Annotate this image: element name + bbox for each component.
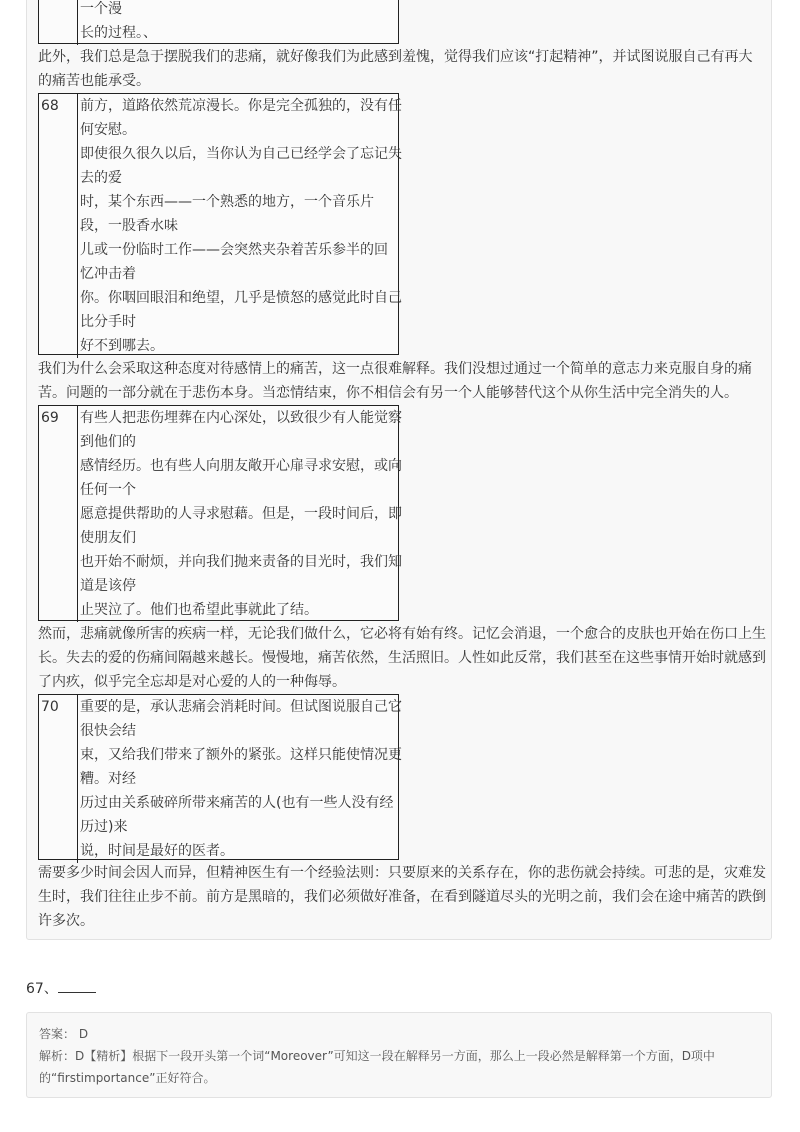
answer-line: 答案： D bbox=[39, 1027, 89, 1041]
paragraph-number-68: 68 bbox=[41, 98, 59, 114]
paragraph-1: 此外，我们总是急于摆脱我们的悲痛，就好像我们为此感到羞愧，觉得我们应该“打起精神”，并试图说服自己有再大的痛苦也能承受。 bbox=[38, 49, 753, 89]
paragraph-number-70: 70 bbox=[41, 699, 59, 715]
text-box-line: 重要的是，承认悲痛会消耗时间。但试图说服自己它 bbox=[80, 699, 402, 715]
text-box-68 bbox=[38, 93, 402, 355]
text-box-line: 即使很久很久以后，当你认为自己已经学会了忘记失 bbox=[80, 146, 402, 162]
text-box-line: 你。你咽回眼泪和绝望，几乎是愤怒的感觉此时自己 bbox=[80, 290, 402, 306]
text-box-line: 任何一个 bbox=[80, 482, 136, 498]
text-box-line: 忆冲击着 bbox=[80, 266, 136, 282]
text-box-line: 儿或一份临时工作——会突然夹杂着苦乐参半的回 bbox=[80, 242, 388, 258]
text-box-line: 道是该停 bbox=[80, 578, 136, 594]
text-box-lines bbox=[77, 695, 402, 863]
text-box-line: 束，又给我们带来了额外的紧张。这样只能使情况更 bbox=[80, 747, 402, 763]
text-box-lines bbox=[77, 94, 402, 358]
text-box-line: 何安慰。 bbox=[80, 122, 136, 138]
paragraph-3: 然而，悲痛就像所害的疾病一样，无论我们做什么，它必将有始有终。记忆会消退，一个愈合的皮肤也开始在伤口上生长。失去的爱的伤痛间隔越来越长。慢慢地，痛苦依然，生活照旧。人性如此反常，我们甚至在这些事情开始时就感到了内疚，似乎完全忘却是对心爱的人的一种侮辱。 bbox=[38, 626, 766, 690]
text-box-line: 去的爱 bbox=[80, 170, 122, 186]
question-67 bbox=[26, 978, 96, 998]
text-box-69 bbox=[38, 405, 402, 621]
paragraph-4: 需要多少时间会因人而异，但精神医生有一个经验法则：只要原来的关系存在，你的悲伤就会持续。可悲的是，灾难发生时，我们往往止步不前。前方是黑暗的，我们必须做好准备，在看到隧道尽头的光明之前，我们会在途中痛苦的跌倒许多次。 bbox=[38, 865, 766, 929]
text-box-line: 前方，道路依然荒凉漫长。你是完全孤独的，没有任 bbox=[80, 98, 402, 114]
question-number: 67、 bbox=[26, 981, 58, 997]
text-box-lines bbox=[77, 0, 398, 45]
text-box-line: 历过)来 bbox=[80, 819, 128, 835]
text-box-line: 很快会结 bbox=[80, 723, 136, 739]
paragraph-number-69: 69 bbox=[41, 410, 59, 426]
analysis-line-1: 解析：D【精析】根据下一段开头第一个词“Moreover”可知这一段在解释另一方面，那么上一段必然是解释第一个方面，D项中 bbox=[39, 1049, 715, 1063]
text-box-line: 愿意提供帮助的人寻求慰藉。但是，一段时间后，即 bbox=[80, 506, 402, 522]
text-box-line: 长的过程。、 bbox=[80, 25, 157, 41]
text-box-line: 历过由关系破碎所带来痛苦的人(也有一些人没有经 bbox=[80, 795, 394, 811]
text-box-70 bbox=[38, 694, 402, 860]
text-box-line: 一个漫 bbox=[80, 1, 122, 17]
text-box-line: 也开始不耐烦，并向我们抛来责备的目光时，我们知 bbox=[80, 554, 402, 570]
text-box-line: 到他们的 bbox=[80, 434, 136, 450]
text-box-line: 比分手时 bbox=[80, 314, 136, 330]
text-box-line: 使朋友们 bbox=[80, 530, 136, 546]
analysis-line-2: 的“firstimportance”正好符合。 bbox=[39, 1071, 216, 1085]
text-box-line: 好不到哪去。 bbox=[80, 338, 164, 354]
text-box-lines bbox=[77, 406, 402, 622]
text-box-line: 时，某个东西——一个熟悉的地方，一个音乐片 bbox=[80, 194, 374, 210]
text-box-continued bbox=[38, 0, 399, 44]
text-box-line: 有些人把悲伤埋葬在内心深处，以致很少有人能觉察 bbox=[80, 410, 402, 426]
text-box-line: 止哭泣了。他们也希望此事就此了结。 bbox=[80, 602, 318, 618]
answer-card bbox=[26, 1012, 772, 1098]
text-box-line: 感情经历。也有些人向朋友敞开心扉寻求安慰，或向 bbox=[80, 458, 402, 474]
text-box-line: 说，时间是最好的医者。 bbox=[80, 843, 234, 859]
text-box-line: 糟。对经 bbox=[80, 771, 136, 787]
paragraph-2: 我们为什么会采取这种态度对待感情上的痛苦，这一点很难解释。我们没想过通过一个简单的意志力来克服自身的痛苦。问题的一部分就在于悲伤本身。当恋情结束，你不相信会有另一个人能够替代这个从你生活中完全消失的人。 bbox=[38, 361, 752, 401]
answer-blank[interactable] bbox=[58, 978, 96, 993]
text-box-line: 段，一股香水味 bbox=[80, 218, 178, 234]
